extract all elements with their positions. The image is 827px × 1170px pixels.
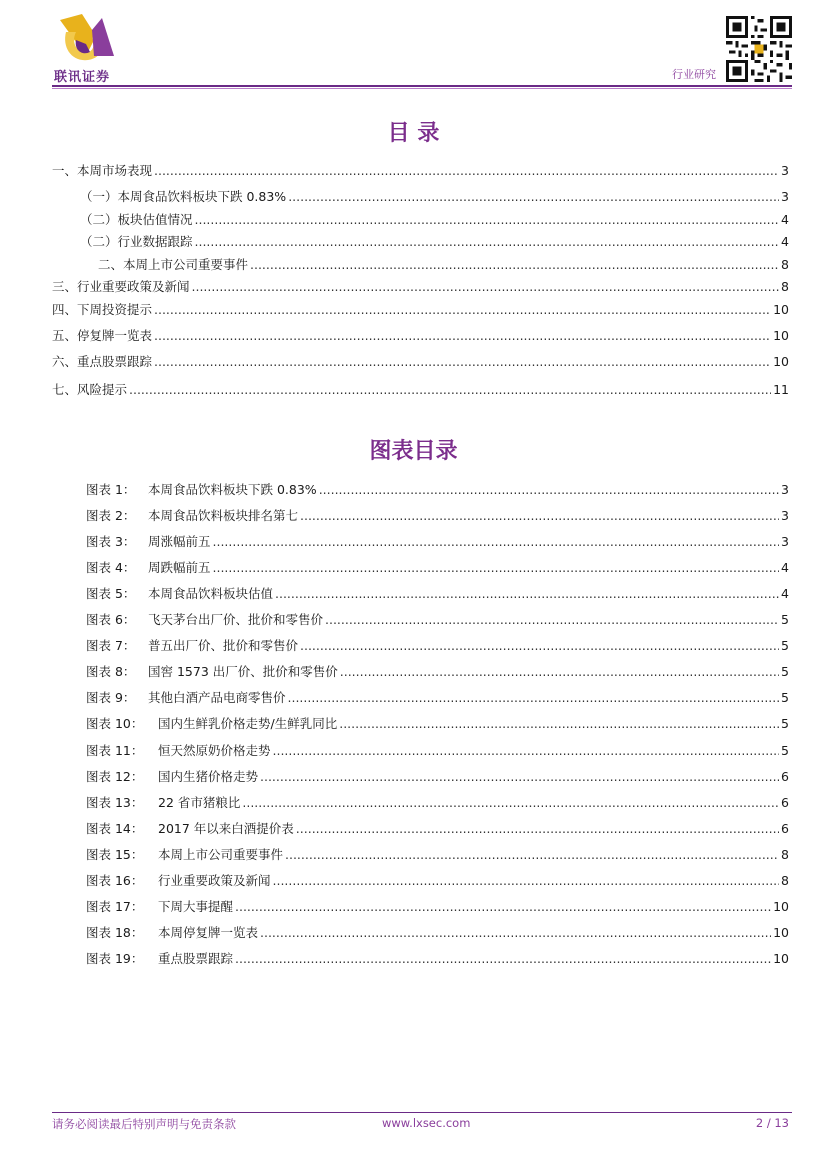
figure-entry[interactable] [86,950,789,968]
toc-entry-label: 五、停复牌一览表 [52,328,153,343]
figure-entry[interactable] [86,507,789,525]
dot-leader [296,820,779,838]
page-number: 2 / 13 [755,1116,789,1130]
dot-leader [260,924,771,942]
dot-leader [242,794,779,812]
dot-leader [275,585,779,603]
dot-leader [340,663,779,681]
figure-number: 图表 10： [86,716,144,731]
figure-title: 本周上市公司重要事件 [158,847,284,862]
toc-entry-label: 七、风险提示 [52,382,128,397]
figure-page: 5 [781,716,789,731]
figure-page: 5 [781,612,789,627]
toc-entry[interactable] [52,301,789,319]
figure-title: 下周大事提醒 [158,899,234,914]
figure-page: 5 [781,664,789,679]
toc-entry-label: 三、行业重要政策及新闻 [52,279,190,294]
dot-leader [325,611,779,629]
figure-page: 10 [773,899,789,914]
figure-number: 图表 8： [86,664,136,679]
toc-entry[interactable] [80,233,789,251]
toc-entry[interactable] [52,278,789,296]
figure-title: 行业重要政策及新闻 [158,873,271,888]
figure-number: 图表 2： [86,508,136,523]
website-link[interactable]: www.lxsec.com [382,1116,471,1130]
toc-entry[interactable] [52,353,789,371]
toc-entry-page: 4 [781,212,789,227]
dot-leader [250,256,779,274]
figure-page: 5 [781,638,789,653]
disclaimer-link[interactable]: 请务必阅读最后特别声明与免责条款 [52,1117,236,1131]
toc-entry-page: 4 [781,234,789,249]
figure-page: 8 [781,873,789,888]
toc-entry-page: 10 [773,302,789,317]
toc-entry[interactable] [80,211,789,229]
figures-title: 图表目录 [369,438,458,464]
dot-leader [154,301,771,319]
figure-title: 重点股票跟踪 [158,951,234,966]
figure-page: 8 [781,847,789,862]
dot-leader [273,742,780,760]
brand-name: 联讯证券 [54,70,111,85]
figure-number: 图表 13： [86,795,144,810]
toc-entry[interactable] [52,327,789,345]
figure-entry[interactable] [86,898,789,916]
figure-page: 3 [781,508,789,523]
figure-number: 图表 18： [86,925,144,940]
figure-title: 国内生猪价格走势 [158,769,259,784]
figure-page: 3 [781,534,789,549]
figure-title: 2017 年以来白酒提价表 [158,821,294,836]
figure-title: 普五出厂价、批价和零售价 [148,638,299,653]
toc-entry-label: 二、本周上市公司重要事件 [98,257,249,272]
figure-number: 图表 4： [86,560,136,575]
figure-entry[interactable] [86,585,789,603]
toc-entry-page: 10 [773,354,789,369]
figure-number: 图表 7： [86,638,136,653]
dot-leader [154,162,779,180]
figure-number: 图表 17： [86,899,144,914]
dot-leader [300,637,779,655]
figure-number: 图表 6： [86,612,136,627]
toc-entry-page: 8 [781,279,789,294]
qr-code-icon [726,16,792,82]
figure-entry[interactable] [86,794,789,812]
toc-entry-page: 8 [781,257,789,272]
toc-entry-label: 一、本周市场表现 [52,163,153,178]
footer-divider [52,1112,792,1113]
dot-leader [339,715,779,733]
figure-number: 图表 5： [86,586,136,601]
header-divider [52,85,792,87]
figure-title: 恒天然原奶价格走势 [158,743,271,758]
toc-entry-label: 四、下周投资提示 [52,302,153,317]
figure-page: 6 [781,821,789,836]
dot-leader [195,233,780,251]
dot-leader [213,533,780,551]
dot-leader [319,481,779,499]
toc-entry-label: 六、重点股票跟踪 [52,354,153,369]
figure-entry[interactable] [86,924,789,942]
figure-page: 3 [781,482,789,497]
figure-number: 图表 14： [86,821,144,836]
figure-title: 本周停复牌一览表 [158,925,259,940]
figure-page: 6 [781,795,789,810]
figure-number: 图表 19： [86,951,144,966]
figure-title: 22 省市猪粮比 [158,795,241,810]
dot-leader [213,559,780,577]
figure-title: 国内生鲜乳价格走势/生鲜乳同比 [158,716,338,731]
toc-entry-page: 10 [773,328,789,343]
figure-number: 图表 15： [86,847,144,862]
toc-entry[interactable] [52,381,789,399]
dot-leader [273,872,780,890]
toc-entry-label: （一）本周食品饮料板块下跌 0.83% [80,189,287,204]
toc-entry[interactable] [52,162,789,180]
figure-entry[interactable] [86,872,789,890]
figure-entry[interactable] [86,533,789,551]
figure-title: 本周食品饮料板块下跌 0.83% [148,482,317,497]
figure-title: 国窖 1573 出厂价、批价和零售价 [148,664,338,679]
toc-entry[interactable] [98,256,789,274]
toc-entry-label: （二）行业数据跟踪 [80,234,193,249]
dot-leader [129,381,771,399]
dot-leader [195,211,780,229]
figure-title: 周涨幅前五 [148,534,211,549]
toc-entry-label: （二）板块估值情况 [80,212,193,227]
dot-leader [300,507,779,525]
figure-page: 6 [781,769,789,784]
figure-page: 5 [781,743,789,758]
figure-title: 本周食品饮料板块排名第七 [148,508,299,523]
figure-entry[interactable] [86,559,789,577]
figure-entry[interactable] [86,663,789,681]
figure-title: 飞天茅台出厂价、批价和零售价 [148,612,324,627]
dot-leader [235,950,771,968]
figure-page: 10 [773,925,789,940]
toc-title: 目 录 [387,120,440,146]
figure-entry[interactable] [86,715,789,733]
figure-number: 图表 3： [86,534,136,549]
figure-title: 周跌幅前五 [148,560,211,575]
dot-leader [260,768,779,786]
figure-entry[interactable] [86,742,789,760]
figure-entry[interactable] [86,768,789,786]
figure-page: 10 [773,951,789,966]
figure-page: 5 [781,690,789,705]
figure-entry[interactable] [86,611,789,629]
header-divider-thin [52,88,792,89]
figure-entry[interactable] [86,481,789,499]
figure-number: 图表 12： [86,769,144,784]
figure-title: 本周食品饮料板块估值 [148,586,274,601]
figure-number: 图表 16： [86,873,144,888]
figure-title: 其他白酒产品电商零售价 [148,690,286,705]
toc-entry-page: 3 [781,163,789,178]
toc-entry[interactable] [80,188,789,206]
dot-leader [154,353,771,371]
dot-leader [285,846,779,864]
toc-entry-page: 11 [773,382,789,397]
page-header [52,10,792,86]
report-type-label: 行业研究 [672,68,716,81]
toc-entry-page: 3 [781,189,789,204]
dot-leader [192,278,780,296]
dot-leader [154,327,771,345]
dot-leader [288,689,780,707]
figure-entry[interactable] [86,689,789,707]
figure-number: 图表 1： [86,482,136,497]
figure-page: 4 [781,560,789,575]
figure-number: 图表 11： [86,743,144,758]
dot-leader [235,898,771,916]
dot-leader [288,188,779,206]
figure-entry[interactable] [86,820,789,838]
figure-entry[interactable] [86,637,789,655]
figure-number: 图表 9： [86,690,136,705]
figure-entry[interactable] [86,846,789,864]
figure-page: 4 [781,586,789,601]
